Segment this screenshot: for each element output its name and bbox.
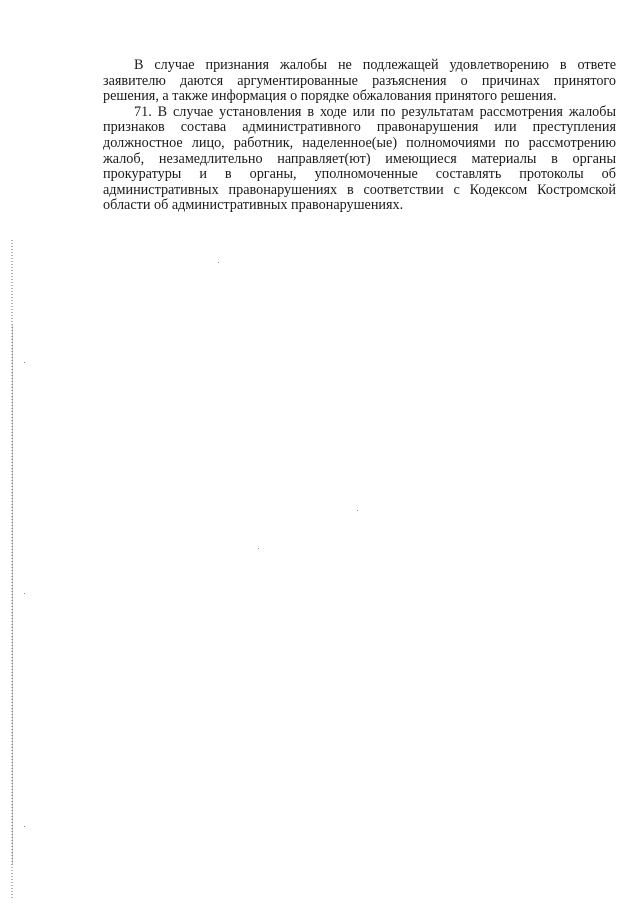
document-body xyxy=(103,58,616,214)
paragraph-complaint-rejection xyxy=(103,58,616,105)
scan-speck xyxy=(24,593,25,594)
text-line: должностное лицо, работник, наделенное(ые) полномочиями по рассмотрению xyxy=(103,135,616,151)
scan-edge-line xyxy=(12,325,13,865)
text-line: прокуратуры и в органы, уполномоченные составлять протоколы об xyxy=(103,167,616,183)
scan-speck xyxy=(218,262,219,263)
text-line: заявителю даются аргументированные разъяснения о причинах принятого xyxy=(103,73,616,89)
text-line: 71. В случае установления в ходе или по результатам рассмотрения жалобы xyxy=(134,104,616,120)
text-line: решения, а также информация о порядке обжалования принятого решения. xyxy=(103,89,557,105)
paragraph-71-violation-referral xyxy=(103,105,616,214)
scan-speck xyxy=(258,548,259,549)
scan-speck xyxy=(24,826,25,827)
text-line: В случае признания жалобы не подлежащей удовлетворению в ответе xyxy=(134,58,616,73)
text-line: области об административных правонарушениях. xyxy=(103,198,404,214)
text-line: административных правонарушениях в соответствии с Кодексом Костромской xyxy=(103,182,616,198)
scan-speck xyxy=(24,362,25,363)
scan-speck xyxy=(357,510,358,511)
text-line: жалоб, незамедлительно направляет(ют) имеющиеся материалы в органы xyxy=(103,151,616,167)
text-line: признаков состава административного правонарушения или преступления xyxy=(103,120,616,136)
